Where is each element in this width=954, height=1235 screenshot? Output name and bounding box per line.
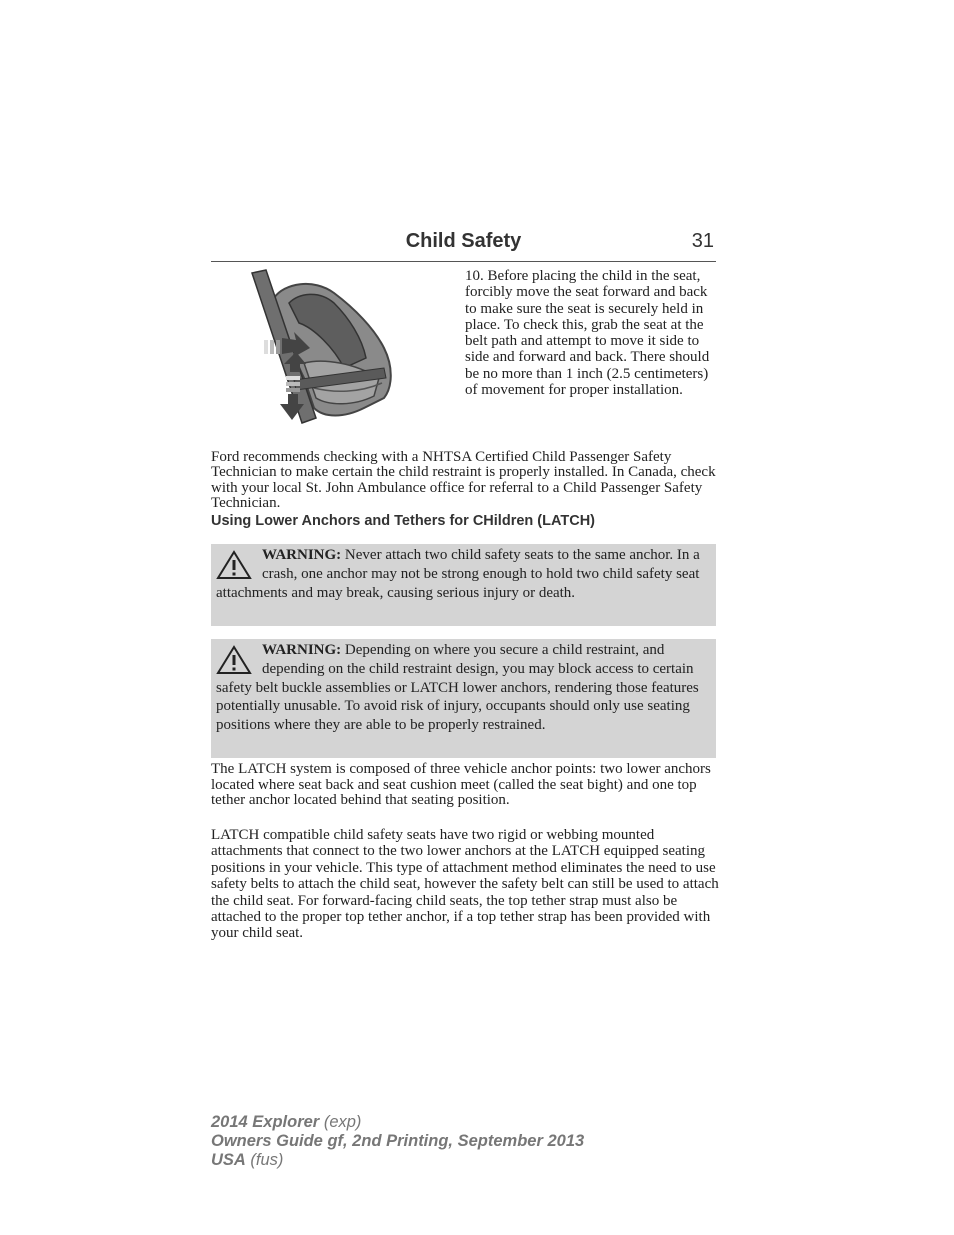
warning-label: WARNING: <box>262 547 342 563</box>
section-title: Child Safety <box>405 230 522 252</box>
child-seat-illustration <box>244 268 404 438</box>
footer-line-edition: Owners Guide gf, 2nd Printing, September 2013 <box>211 1132 585 1150</box>
warning-label: WARNING: <box>262 642 342 658</box>
warning-box-2 <box>211 639 716 758</box>
header-divider <box>211 261 716 262</box>
warning-triangle-icon <box>216 550 252 580</box>
warning-box-1 <box>211 544 716 626</box>
footer-line-market: USA (fus) <box>211 1151 284 1169</box>
warning-text: Never attach two child safety seats to the same anchor. In a crash, one anchor may not be strong enough to hold two child safety seat attachments and may break, causing serious injury or death. <box>216 547 700 601</box>
paragraph-certified-technician: Ford recommends checking with a NHTSA Certified Child Passenger Safety Technician to make certain the child restraint is properly installed. In Canada, check with your local St. John Ambulance office for referral to a Child Passenger Safety Technician. <box>211 449 716 511</box>
page-number: 31 <box>691 230 714 252</box>
step-10-text: 10. Before placing the child in the seat, forcibly move the seat forward and back to make sure the seat is securely held in place. To check this, grab the seat at the belt path and attempt to move it side to side and forward and back. There should be no more than 1 inch (2.5 centimeters) of movement for proper installation. <box>465 268 710 399</box>
page-header <box>211 230 716 260</box>
latch-subheading: Using Lower Anchors and Tethers for CHildren (LATCH) <box>211 513 595 529</box>
page-footer <box>211 1113 711 1170</box>
paragraph-latch-seats: LATCH compatible child safety seats have two rigid or webbing mounted attachments that connect to the two lower anchors at the LATCH equipped seating positions in your vehicle. This type of attachment method eliminates the need to use safety belts to attach the child seat, however the safety belt can still be used to attach the child seat. For forward-facing child seats, the top tether strap must also be attached to the proper top tether anchor, if a top tether strap has been provided with your child seat. <box>211 827 719 942</box>
paragraph-latch-system: The LATCH system is composed of three vehicle anchor points: two lower anchors located where seat back and seat cushion meet (called the seat bight) and one top tether anchor located behind that seating position. <box>211 761 711 809</box>
footer-line-model: 2014 Explorer (exp) <box>211 1113 362 1131</box>
warning-text: Depending on where you secure a child restraint, and depending on the child restraint design, you may block access to certain safety belt buckle assemblies or LATCH lower anchors, rendering those features potentially unusable. To avoid risk of injury, occupants should only use seating positions where they are able to be properly restrained. <box>216 642 699 734</box>
warning-triangle-icon <box>216 645 252 675</box>
